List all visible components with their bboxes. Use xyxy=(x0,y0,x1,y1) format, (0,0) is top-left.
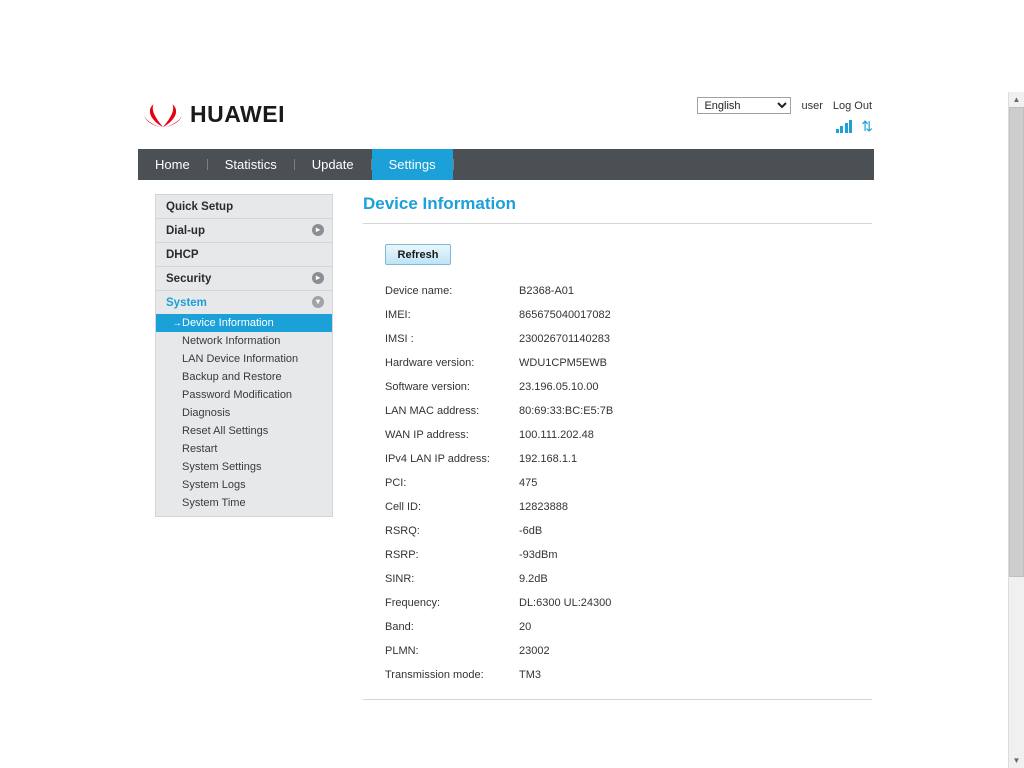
row-value: 12823888 xyxy=(519,501,568,513)
content-divider xyxy=(363,699,872,700)
signal-bars-icon xyxy=(836,120,853,133)
sidebar-label: → Device Information xyxy=(182,317,274,329)
table-row xyxy=(385,453,613,477)
table-row xyxy=(385,333,613,357)
row-value: 475 xyxy=(519,477,538,489)
sidebar-item-system-settings[interactable] xyxy=(156,458,332,476)
sidebar-label: Diagnosis xyxy=(182,407,231,419)
row-value: 230026701140283 xyxy=(519,333,610,345)
sidebar-submenu-system xyxy=(155,314,333,517)
chevron-right-icon: ▸ xyxy=(312,224,324,236)
sidebar-item-dhcp[interactable] xyxy=(155,242,333,266)
logout-link[interactable]: Log Out xyxy=(832,99,872,112)
row-label: LAN MAC address: xyxy=(385,405,480,417)
nav-separator xyxy=(453,159,454,170)
table-row xyxy=(385,525,613,549)
sidebar-item-security[interactable] xyxy=(155,266,333,290)
refresh-button[interactable]: Refresh xyxy=(385,244,451,265)
row-value: TM3 xyxy=(519,669,541,681)
header-right-controls xyxy=(697,97,872,114)
table-row xyxy=(385,549,613,573)
sidebar-label: Backup and Restore xyxy=(182,371,282,383)
row-label: Cell ID: xyxy=(385,501,422,513)
sidebar-label: Restart xyxy=(182,443,218,455)
sidebar-item-backup-and-restore[interactable] xyxy=(156,368,332,386)
scroll-up-arrow-icon[interactable]: ▲ xyxy=(1009,92,1024,107)
table-row xyxy=(385,477,613,501)
language-select[interactable] xyxy=(697,97,791,114)
sidebar-item-lan-device-information[interactable] xyxy=(156,350,332,368)
row-value: 865675040017082 xyxy=(519,309,611,321)
sidebar-label: Network Information xyxy=(182,335,281,347)
sidebar-item-system[interactable] xyxy=(155,290,333,314)
scroll-down-arrow-icon[interactable]: ▼ xyxy=(1009,753,1024,768)
sidebar-item-dial-up[interactable] xyxy=(155,218,333,242)
table-row xyxy=(385,573,613,597)
sidebar-label: System Logs xyxy=(182,479,246,491)
row-label: SINR: xyxy=(385,573,415,585)
table-row xyxy=(385,309,613,333)
nav-item-home[interactable]: Home xyxy=(155,157,190,172)
row-label: Hardware version: xyxy=(385,357,475,369)
scrollbar-thumb[interactable] xyxy=(1009,107,1024,577)
sidebar-item-quick-setup[interactable] xyxy=(155,194,333,218)
table-row xyxy=(385,285,613,309)
table-row xyxy=(385,357,613,381)
row-label: IMSI : xyxy=(385,333,414,345)
up-down-arrows-icon: ⇅ xyxy=(861,118,872,134)
router-admin-app xyxy=(138,92,874,681)
row-value: 100.111.202.48 xyxy=(519,429,594,441)
table-row xyxy=(385,597,613,621)
sidebar-item-device-information[interactable] xyxy=(156,314,332,332)
row-label: Frequency: xyxy=(385,597,441,609)
sidebar-item-restart[interactable] xyxy=(156,440,332,458)
sidebar xyxy=(155,194,333,700)
row-value: 23.196.05.10.00 xyxy=(519,381,599,393)
row-value: WDU1CPM5EWB xyxy=(519,357,608,369)
sidebar-label: System Settings xyxy=(182,461,262,473)
table-row xyxy=(385,381,613,405)
sidebar-label: DHCP xyxy=(166,248,199,261)
app-body xyxy=(138,180,874,700)
row-label: Device name: xyxy=(385,285,453,297)
row-label: RSRP: xyxy=(385,549,419,561)
sidebar-label: Quick Setup xyxy=(166,200,234,213)
row-label: RSRQ: xyxy=(385,525,420,537)
sidebar-label: Dial-up xyxy=(166,224,205,237)
nav-item-statistics[interactable]: Statistics xyxy=(224,157,277,172)
row-label: PLMN: xyxy=(385,645,419,657)
sidebar-label: LAN Device Information xyxy=(182,353,299,365)
sidebar-label: Reset All Settings xyxy=(182,425,269,437)
chevron-right-icon: ▸ xyxy=(312,272,324,284)
row-label: IPv4 LAN IP address: xyxy=(385,453,490,465)
sidebar-item-diagnosis[interactable] xyxy=(156,404,332,422)
sidebar-item-password-modification[interactable] xyxy=(156,386,332,404)
row-label: IMEI: xyxy=(385,309,411,321)
row-value: 192.168.1.1 xyxy=(519,453,578,465)
row-value: -6dB xyxy=(519,525,543,537)
sidebar-label: Password Modification xyxy=(182,389,293,401)
sidebar-label: Security xyxy=(166,272,212,285)
huawei-flower-icon xyxy=(144,100,182,128)
current-user-label: user xyxy=(801,99,823,112)
sidebar-item-network-information[interactable] xyxy=(156,332,332,350)
table-row xyxy=(385,669,613,693)
chevron-down-icon: ▾ xyxy=(312,296,324,308)
brand-logo xyxy=(144,100,285,128)
row-value: 9.2dB xyxy=(519,573,548,585)
page-scrollbar[interactable] xyxy=(1008,92,1024,768)
row-value: DL:6300 UL:24300 xyxy=(519,597,612,609)
row-value: 20 xyxy=(519,621,532,633)
brand-name: HUAWEI xyxy=(190,100,285,127)
row-label: WAN IP address: xyxy=(385,429,469,441)
sidebar-item-system-time[interactable] xyxy=(156,494,332,512)
nav-item-update[interactable]: Update xyxy=(311,157,354,172)
row-label: Band: xyxy=(385,621,414,633)
table-row xyxy=(385,405,613,429)
row-label: Software version: xyxy=(385,381,470,393)
sidebar-item-system-logs[interactable] xyxy=(156,476,332,494)
row-value: -93dBm xyxy=(519,549,558,561)
app-header xyxy=(138,92,874,149)
table-row xyxy=(385,429,613,453)
table-row xyxy=(385,501,613,525)
sidebar-label: System xyxy=(166,296,207,309)
content-panel xyxy=(363,194,872,700)
sidebar-item-reset-all-settings[interactable] xyxy=(156,422,332,440)
device-information-table xyxy=(385,285,613,693)
row-value: 23002 xyxy=(519,645,550,657)
nav-item-settings[interactable]: Settings xyxy=(372,149,453,180)
table-row xyxy=(385,645,613,669)
sidebar-label: System Time xyxy=(182,497,246,509)
row-value: 80:69:33:BC:E5:7B xyxy=(519,405,614,417)
row-label: Transmission mode: xyxy=(385,669,484,681)
row-value: B2368-A01 xyxy=(519,285,575,297)
row-label: PCI: xyxy=(385,477,407,489)
table-row xyxy=(385,621,613,645)
page-title: Device Information xyxy=(363,194,872,224)
status-icons xyxy=(836,120,872,133)
main-navigation xyxy=(138,149,874,180)
